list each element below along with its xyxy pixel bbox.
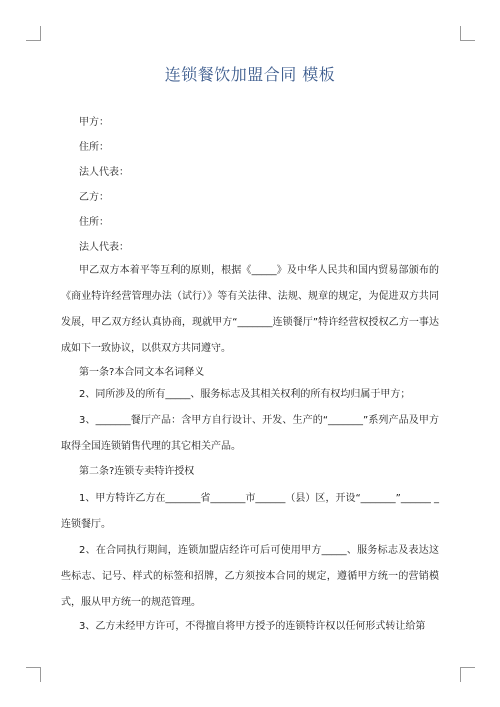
party-b-legal-rep-label: 法人代表： xyxy=(79,242,129,253)
party-b-address-label: 住所： xyxy=(79,217,109,228)
crop-mark-bottom-right xyxy=(460,667,475,682)
crop-mark-top-right xyxy=(460,26,475,41)
article-2-item-1: 1、甲方特许乙方在_______省_______市______（县）区，开设“_______”______ _连锁餐厅。 xyxy=(61,493,439,530)
document-title: 连锁餐饮加盟合同 模板 xyxy=(164,65,336,84)
article-2-item-2: 2、在合同执行期间，连锁加盟店经许可后可使用甲方_____、服务标志及表达这些标志、记号、样式的标签和招牌，乙方须按本合同的规定，遵循甲方统一的营销模式，服从甲方统一的规范管理。 xyxy=(61,545,439,608)
crop-mark-top-left xyxy=(26,26,41,41)
intro-paragraph: 甲乙双方本着平等互利的原则，根据《_____》及中华人民共和国内贸易部颁布的《商业特许经营管理办法（试行）》等有关法律、法规、规章的规定，为促进双方共同发展，甲乙双方经认真协商，现就甲方“_______连锁餐厅”特许经营权授权乙方一事达成如下一致协议，以供双方共同遵守。 xyxy=(61,265,439,354)
article-1-heading: 第一条?本合同文本名词释义 xyxy=(79,367,205,378)
article-2-heading: 第二条?连锁专卖特许授权 xyxy=(79,466,195,477)
crop-mark-bottom-left xyxy=(26,667,41,682)
article-1-item-3: 3、_______餐厅产品：含甲方自行设计、开发、生产的“_______”系列产品及甲方取得全国连锁销售代理的其它相关产品。 xyxy=(61,415,439,452)
article-2-item-3: 3、乙方未经甲方许可，不得擅自将甲方授予的连锁特许权以任何形式转让给第 xyxy=(79,621,426,632)
party-a-label: 甲方： xyxy=(79,117,109,128)
party-a-address-label: 住所： xyxy=(79,142,109,153)
article-1-item-2: 2、同所涉及的所有_____、服务标志及其相关权利的所有权均归属于甲方； xyxy=(79,389,411,400)
party-a-legal-rep-label: 法人代表： xyxy=(79,167,129,178)
party-b-label: 乙方： xyxy=(79,192,109,203)
